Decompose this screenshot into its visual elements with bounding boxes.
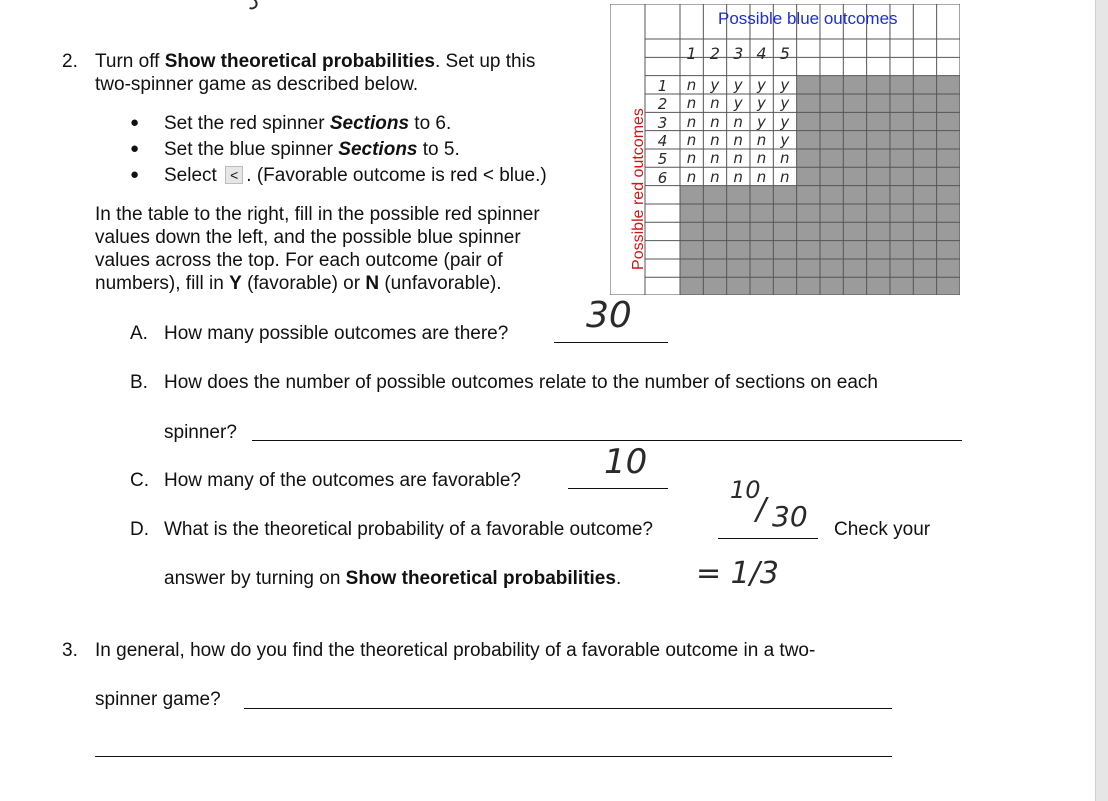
qa-text: How many possible outcomes are there? bbox=[164, 323, 509, 344]
blue-value-header: 5 bbox=[779, 44, 790, 63]
q2-para-1: In the table to the right, fill in the possible red spinner bbox=[95, 204, 540, 225]
qc-text: How many of the outcomes are favorable? bbox=[164, 470, 521, 491]
outcome-cell: n bbox=[780, 149, 790, 168]
red-outcomes-label: Possible red outcomes bbox=[630, 108, 647, 270]
qd-text-2: answer by turning on Show theoretical probabilities. bbox=[164, 568, 622, 589]
blue-value-header: 3 bbox=[733, 44, 744, 63]
q2-intro-line2: two-spinner game as described below. bbox=[95, 74, 419, 95]
q3-answer-line-2[interactable] bbox=[95, 756, 892, 757]
qc-label: C. bbox=[130, 470, 149, 491]
qd-check-text: Check your bbox=[834, 519, 931, 540]
blue-outcomes-label: Possible blue outcomes bbox=[718, 9, 898, 28]
red-value-header: 1 bbox=[657, 77, 668, 95]
qd-text: What is the theoretical probability of a favorable outcome? bbox=[164, 519, 653, 540]
q3-text-2: spinner game? bbox=[95, 689, 221, 710]
bullet-dot: ● bbox=[130, 114, 140, 131]
blue-value-header: 1 bbox=[686, 44, 697, 63]
qd-handwritten-numerator: 10 bbox=[730, 476, 761, 504]
outcome-cell: y bbox=[757, 112, 766, 131]
q3-text: In general, how do you find the theoretical probability of a favorable outcome in a two- bbox=[95, 640, 816, 661]
outcome-cell: n bbox=[733, 130, 743, 149]
qb-label: B. bbox=[130, 372, 148, 393]
bullet-select: Select < . (Favorable outcome is red < blue.) bbox=[164, 165, 547, 186]
qb-text-2: spinner? bbox=[164, 422, 237, 443]
outcome-cell: y bbox=[710, 76, 720, 94]
handwriting-remnant: ﺩ bbox=[248, 0, 258, 15]
bullet-blue-sections: Set the blue spinner Sections to 5. bbox=[164, 139, 460, 160]
qa-handwritten-answer: 30 bbox=[586, 295, 632, 336]
outcome-cell: n bbox=[686, 149, 697, 168]
outcome-cell: n bbox=[710, 94, 720, 113]
red-value-header: 3 bbox=[657, 113, 668, 132]
q2-intro: Turn off Show theoretical probabilities. Set up this bbox=[95, 51, 536, 72]
red-value-header: 4 bbox=[657, 131, 668, 150]
qc-answer-line[interactable] bbox=[568, 488, 668, 489]
blue-value-header: 4 bbox=[756, 44, 767, 63]
outcome-cell: y bbox=[780, 112, 790, 131]
red-value-header: 5 bbox=[657, 150, 668, 169]
red-value-header: 2 bbox=[657, 95, 668, 114]
q2-para-3: values across the top. For each outcome (pair of bbox=[95, 250, 503, 271]
qd-label: D. bbox=[130, 519, 149, 540]
outcome-cell: n bbox=[710, 167, 720, 186]
outcome-cell: n bbox=[756, 130, 767, 149]
outcome-cell: n bbox=[756, 149, 767, 168]
qc-handwritten-answer: 10 bbox=[604, 442, 648, 482]
bullet-dot: ● bbox=[130, 140, 140, 157]
outcome-cell: n bbox=[686, 94, 697, 113]
outcome-cell: n bbox=[710, 130, 720, 149]
outcome-cell: y bbox=[780, 76, 790, 94]
qb-answer-line[interactable] bbox=[252, 440, 962, 441]
outcome-cell: y bbox=[757, 76, 766, 94]
outcome-cell: y bbox=[733, 76, 743, 94]
qd-handwritten-denominator: 30 bbox=[772, 500, 808, 533]
qa-label: A. bbox=[130, 323, 148, 344]
qd-fraction-slash: / bbox=[756, 492, 767, 527]
outcome-cell: n bbox=[733, 112, 743, 131]
q2-para-4: numbers), fill in Y (favorable) or N (unfavorable). bbox=[95, 273, 502, 294]
outcome-cell: n bbox=[733, 167, 743, 186]
red-value-header: 6 bbox=[657, 168, 668, 187]
outcome-cell: n bbox=[710, 112, 720, 131]
outcome-table bbox=[610, 4, 960, 295]
outcome-cell: n bbox=[686, 76, 697, 94]
qb-text: How does the number of possible outcomes relate to the number of sections on each bbox=[164, 372, 878, 393]
outcome-cell: n bbox=[686, 130, 697, 149]
less-than-key: < bbox=[225, 166, 243, 184]
q3-number: 3. bbox=[62, 640, 78, 661]
outcome-cell: y bbox=[733, 94, 743, 113]
outcome-cell: n bbox=[686, 167, 697, 186]
outcome-cell: y bbox=[780, 94, 790, 113]
outcome-cell: y bbox=[757, 94, 766, 113]
outcome-cell: n bbox=[733, 149, 743, 168]
bullet-red-sections: Set the red spinner Sections to 6. bbox=[164, 113, 452, 134]
outcome-cell: n bbox=[710, 149, 720, 168]
q2-number: 2. bbox=[62, 51, 78, 72]
qa-answer-line[interactable] bbox=[554, 342, 668, 343]
qd-simplified-answer: = 1/3 bbox=[696, 556, 779, 591]
blue-value-header: 2 bbox=[709, 44, 720, 63]
q2-para-2: values down the left, and the possible blue spinner bbox=[95, 227, 521, 248]
outcome-cell: n bbox=[686, 112, 697, 131]
qd-answer-line[interactable] bbox=[718, 538, 818, 539]
q3-answer-line-1[interactable] bbox=[244, 708, 892, 709]
outcome-cell: y bbox=[780, 130, 790, 149]
bullet-dot: ● bbox=[130, 166, 140, 183]
scrollbar[interactable] bbox=[1095, 0, 1108, 801]
outcome-cell: n bbox=[780, 167, 790, 186]
outcome-cell: n bbox=[756, 167, 767, 186]
